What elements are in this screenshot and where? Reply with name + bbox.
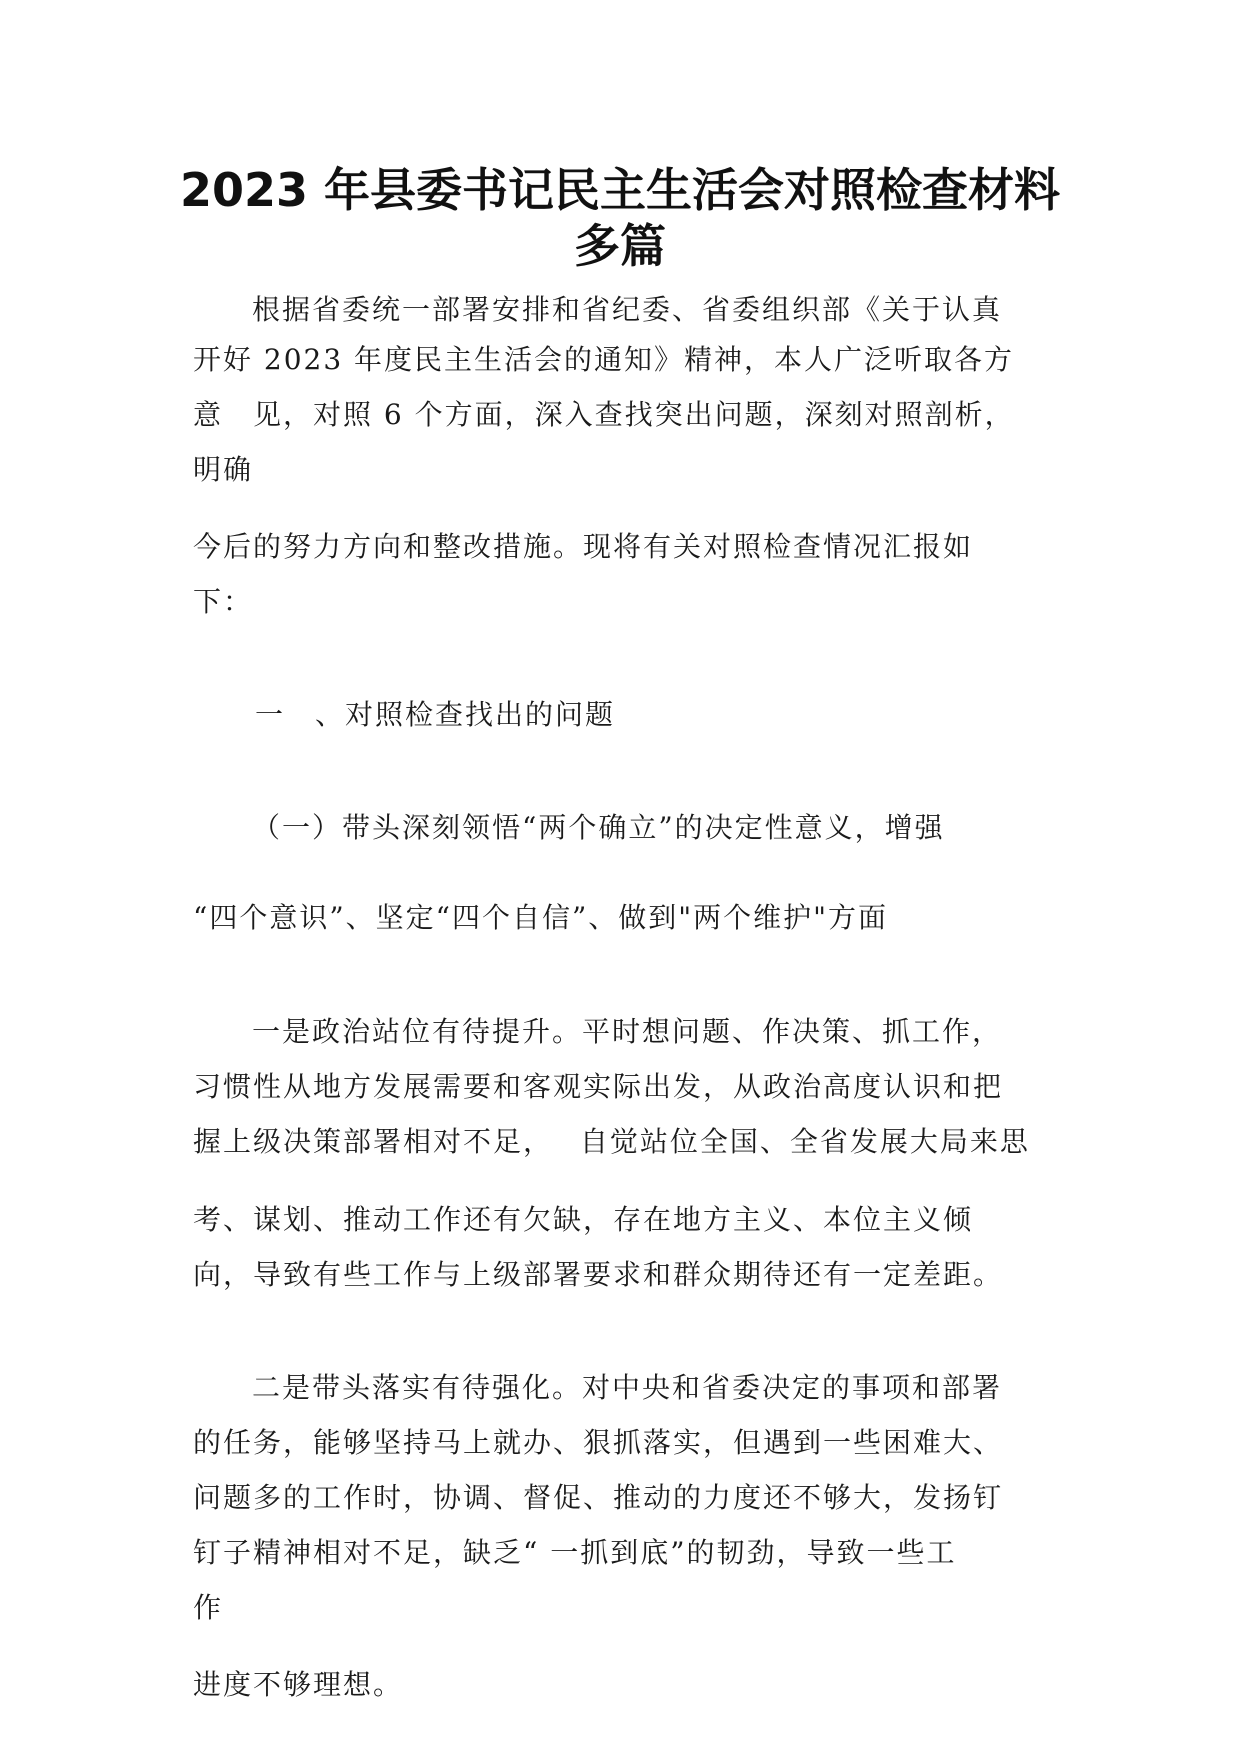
paragraph-line: 钉子精神相对不足，缺乏“ 一抓到底”的韧劲，导致一些工: [193, 1536, 957, 1569]
section-heading: 一 、对照检查找出的问题: [255, 698, 616, 731]
paragraph-line: 根据省委统一部署安排和省纪委、省委组织部《关于认真: [252, 293, 1003, 326]
subsection-heading: （一）带头深刻领悟“两个确立”的决定性意义，增强: [252, 811, 945, 844]
paragraph-line: 今后的努力方向和整改措施。现将有关对照检查情况汇报如: [193, 530, 974, 563]
paragraph-line: 开好 2023 年度民主生活会的通知》精神，本人广泛听取各方: [193, 343, 1015, 376]
paragraph-line: 意 见，对照 6 个方面，深入查找突出问题，深刻对照剖析，: [193, 398, 1015, 431]
subsection-heading: “四个意识”、坚定“四个自信”、做到"两个维护"方面: [193, 901, 889, 934]
paragraph-line: 握上级决策部署相对不足， 自觉站位全国、全省发展大局来思: [193, 1125, 1030, 1158]
paragraph-line: 作: [193, 1591, 224, 1624]
document-title-line-2: 多篇: [574, 219, 666, 273]
paragraph-line: 进度不够理想。: [193, 1668, 404, 1701]
paragraph-line: 二是带头落实有待强化。对中央和省委决定的事项和部署: [252, 1371, 1003, 1404]
document-title-line-1: 2023 年县委书记民主生活会对照检查材料: [179, 163, 1061, 217]
paragraph-line: 考、谋划、推动工作还有欠缺，存在地方主义、本位主义倾: [193, 1203, 974, 1236]
paragraph-line: 向，导致有些工作与上级部署要求和群众期待还有一定差距。: [193, 1258, 1004, 1291]
paragraph-line: 下：: [193, 585, 254, 618]
paragraph-line: 明确: [193, 453, 254, 486]
paragraph-line: 习惯性从地方发展需要和客观实际出发，从政治高度认识和把: [193, 1070, 1004, 1103]
paragraph-line: 的任务，能够坚持马上就办、狠抓落实，但遇到一些困难大、: [193, 1426, 1004, 1459]
paragraph-line: 一是政治站位有待提升。平时想问题、作决策、抓工作，: [252, 1015, 1003, 1048]
paragraph-line: 问题多的工作时，协调、督促、推动的力度还不够大，发扬钉: [193, 1481, 1004, 1514]
